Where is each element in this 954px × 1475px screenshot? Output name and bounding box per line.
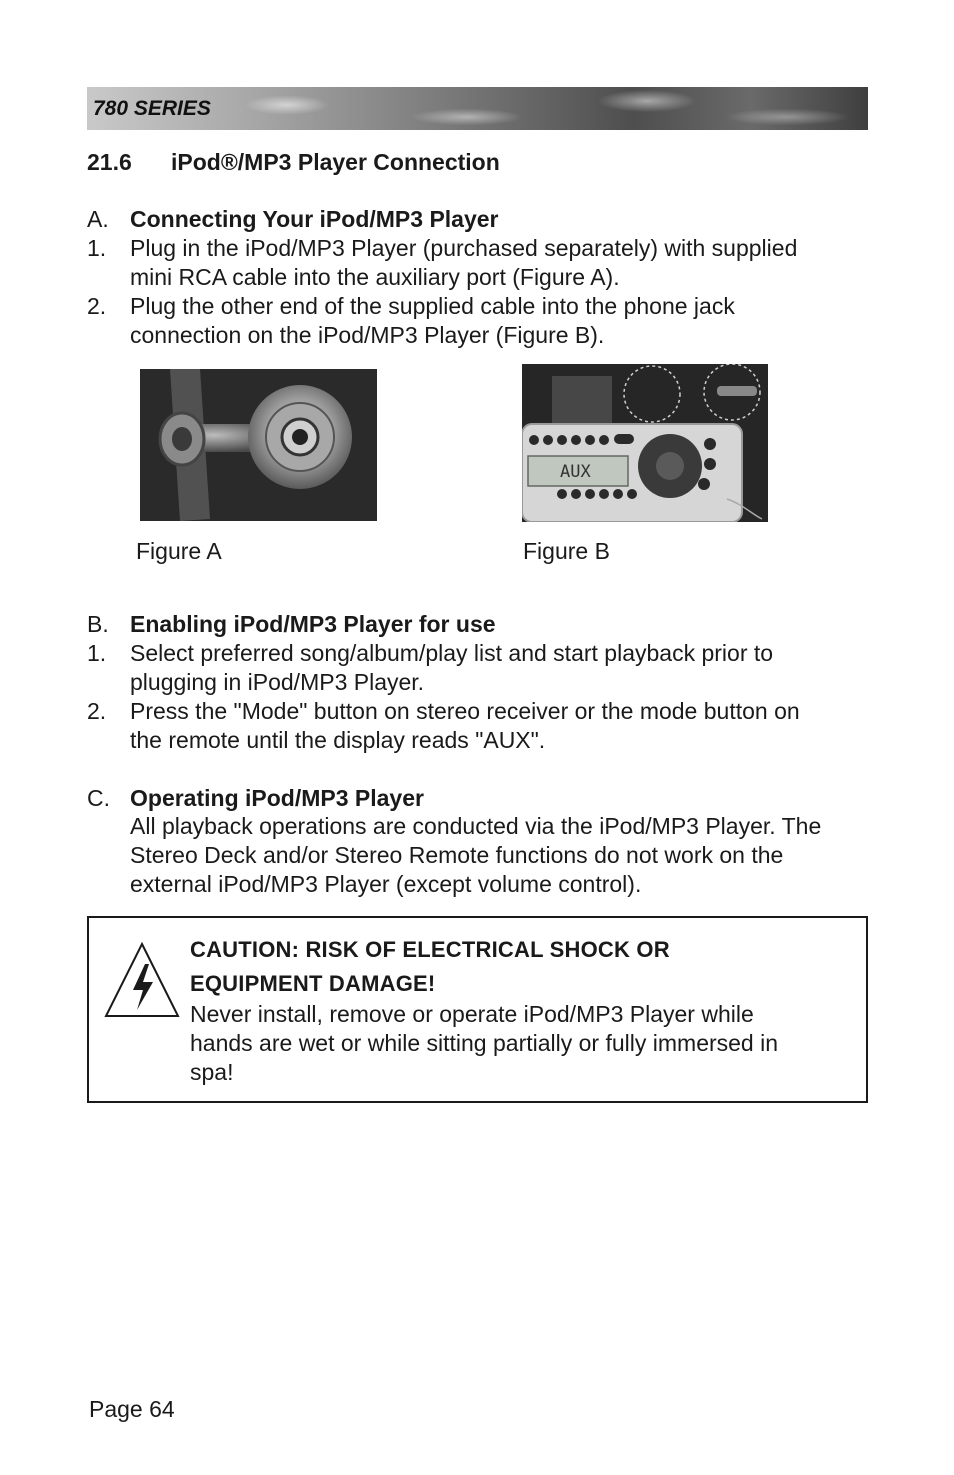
part-a-step-1-number: 1. bbox=[87, 235, 107, 261]
section-number: 21.6 bbox=[87, 149, 132, 175]
part-c-line-1: All playback operations are conducted via the iPod/MP3 Player. The bbox=[130, 813, 822, 839]
caution-body-line-1: Never install, remove or operate iPod/MP3 Player while bbox=[190, 1001, 754, 1027]
part-b-step-1-line-1: Select preferred song/album/play list and start playback prior to bbox=[130, 640, 774, 666]
page-number: Page 64 bbox=[89, 1396, 175, 1422]
part-a-heading: Connecting Your iPod/MP3 Player bbox=[130, 206, 499, 232]
caution-body-line-3: spa! bbox=[190, 1059, 234, 1085]
part-c-line-3: external iPod/MP3 Player (except volume control). bbox=[130, 871, 642, 897]
header-banner bbox=[87, 87, 868, 130]
part-b-step-2-line-2: the remote until the display reads "AUX". bbox=[130, 727, 546, 753]
aux-port-photo bbox=[140, 369, 377, 521]
section-title: iPod®/MP3 Player Connection bbox=[171, 149, 500, 175]
part-a-step-2-number: 2. bbox=[87, 293, 107, 319]
figure-a-caption: Figure A bbox=[136, 538, 222, 564]
part-a-step-2-line-1: Plug the other end of the supplied cable into the phone jack bbox=[130, 293, 735, 319]
part-b-step-1-line-2: plugging in iPod/MP3 Player. bbox=[130, 669, 425, 695]
part-c-heading: Operating iPod/MP3 Player bbox=[130, 785, 424, 811]
part-a-step-1-line-1: Plug in the iPod/MP3 Player (purchased separately) with supplied bbox=[130, 235, 798, 261]
part-a-letter: A. bbox=[87, 206, 109, 232]
part-c-line-2: Stereo Deck and/or Stereo Remote functions do not work on the bbox=[130, 842, 784, 868]
part-b-step-1-number: 1. bbox=[87, 640, 107, 666]
figure-a-image bbox=[140, 369, 377, 521]
figure-b-caption: Figure B bbox=[523, 538, 610, 564]
caution-heading-line-1: CAUTION: RISK OF ELECTRICAL SHOCK OR bbox=[190, 937, 670, 962]
receiver-display-text: AUX bbox=[560, 462, 591, 482]
electrical-hazard-icon bbox=[103, 940, 181, 1022]
series-title: 780 SERIES bbox=[93, 97, 211, 120]
part-c-letter: C. bbox=[87, 785, 110, 811]
part-b-step-2-number: 2. bbox=[87, 698, 107, 724]
caution-body-line-2: hands are wet or while sitting partially or fully immersed in bbox=[190, 1030, 779, 1056]
part-b-heading: Enabling iPod/MP3 Player for use bbox=[130, 611, 496, 637]
caution-box bbox=[87, 916, 868, 1103]
figure-b-image bbox=[522, 364, 768, 522]
part-b-letter: B. bbox=[87, 611, 109, 637]
part-a-step-2-line-2: connection on the iPod/MP3 Player (Figure B). bbox=[130, 322, 605, 348]
caution-heading-line-2: EQUIPMENT DAMAGE! bbox=[190, 971, 436, 996]
stereo-receiver-photo bbox=[522, 364, 768, 522]
part-b-step-2-line-1: Press the "Mode" button on stereo receiver or the mode button on bbox=[130, 698, 800, 724]
part-a-step-1-line-2: mini RCA cable into the auxiliary port (Figure A). bbox=[130, 264, 620, 290]
